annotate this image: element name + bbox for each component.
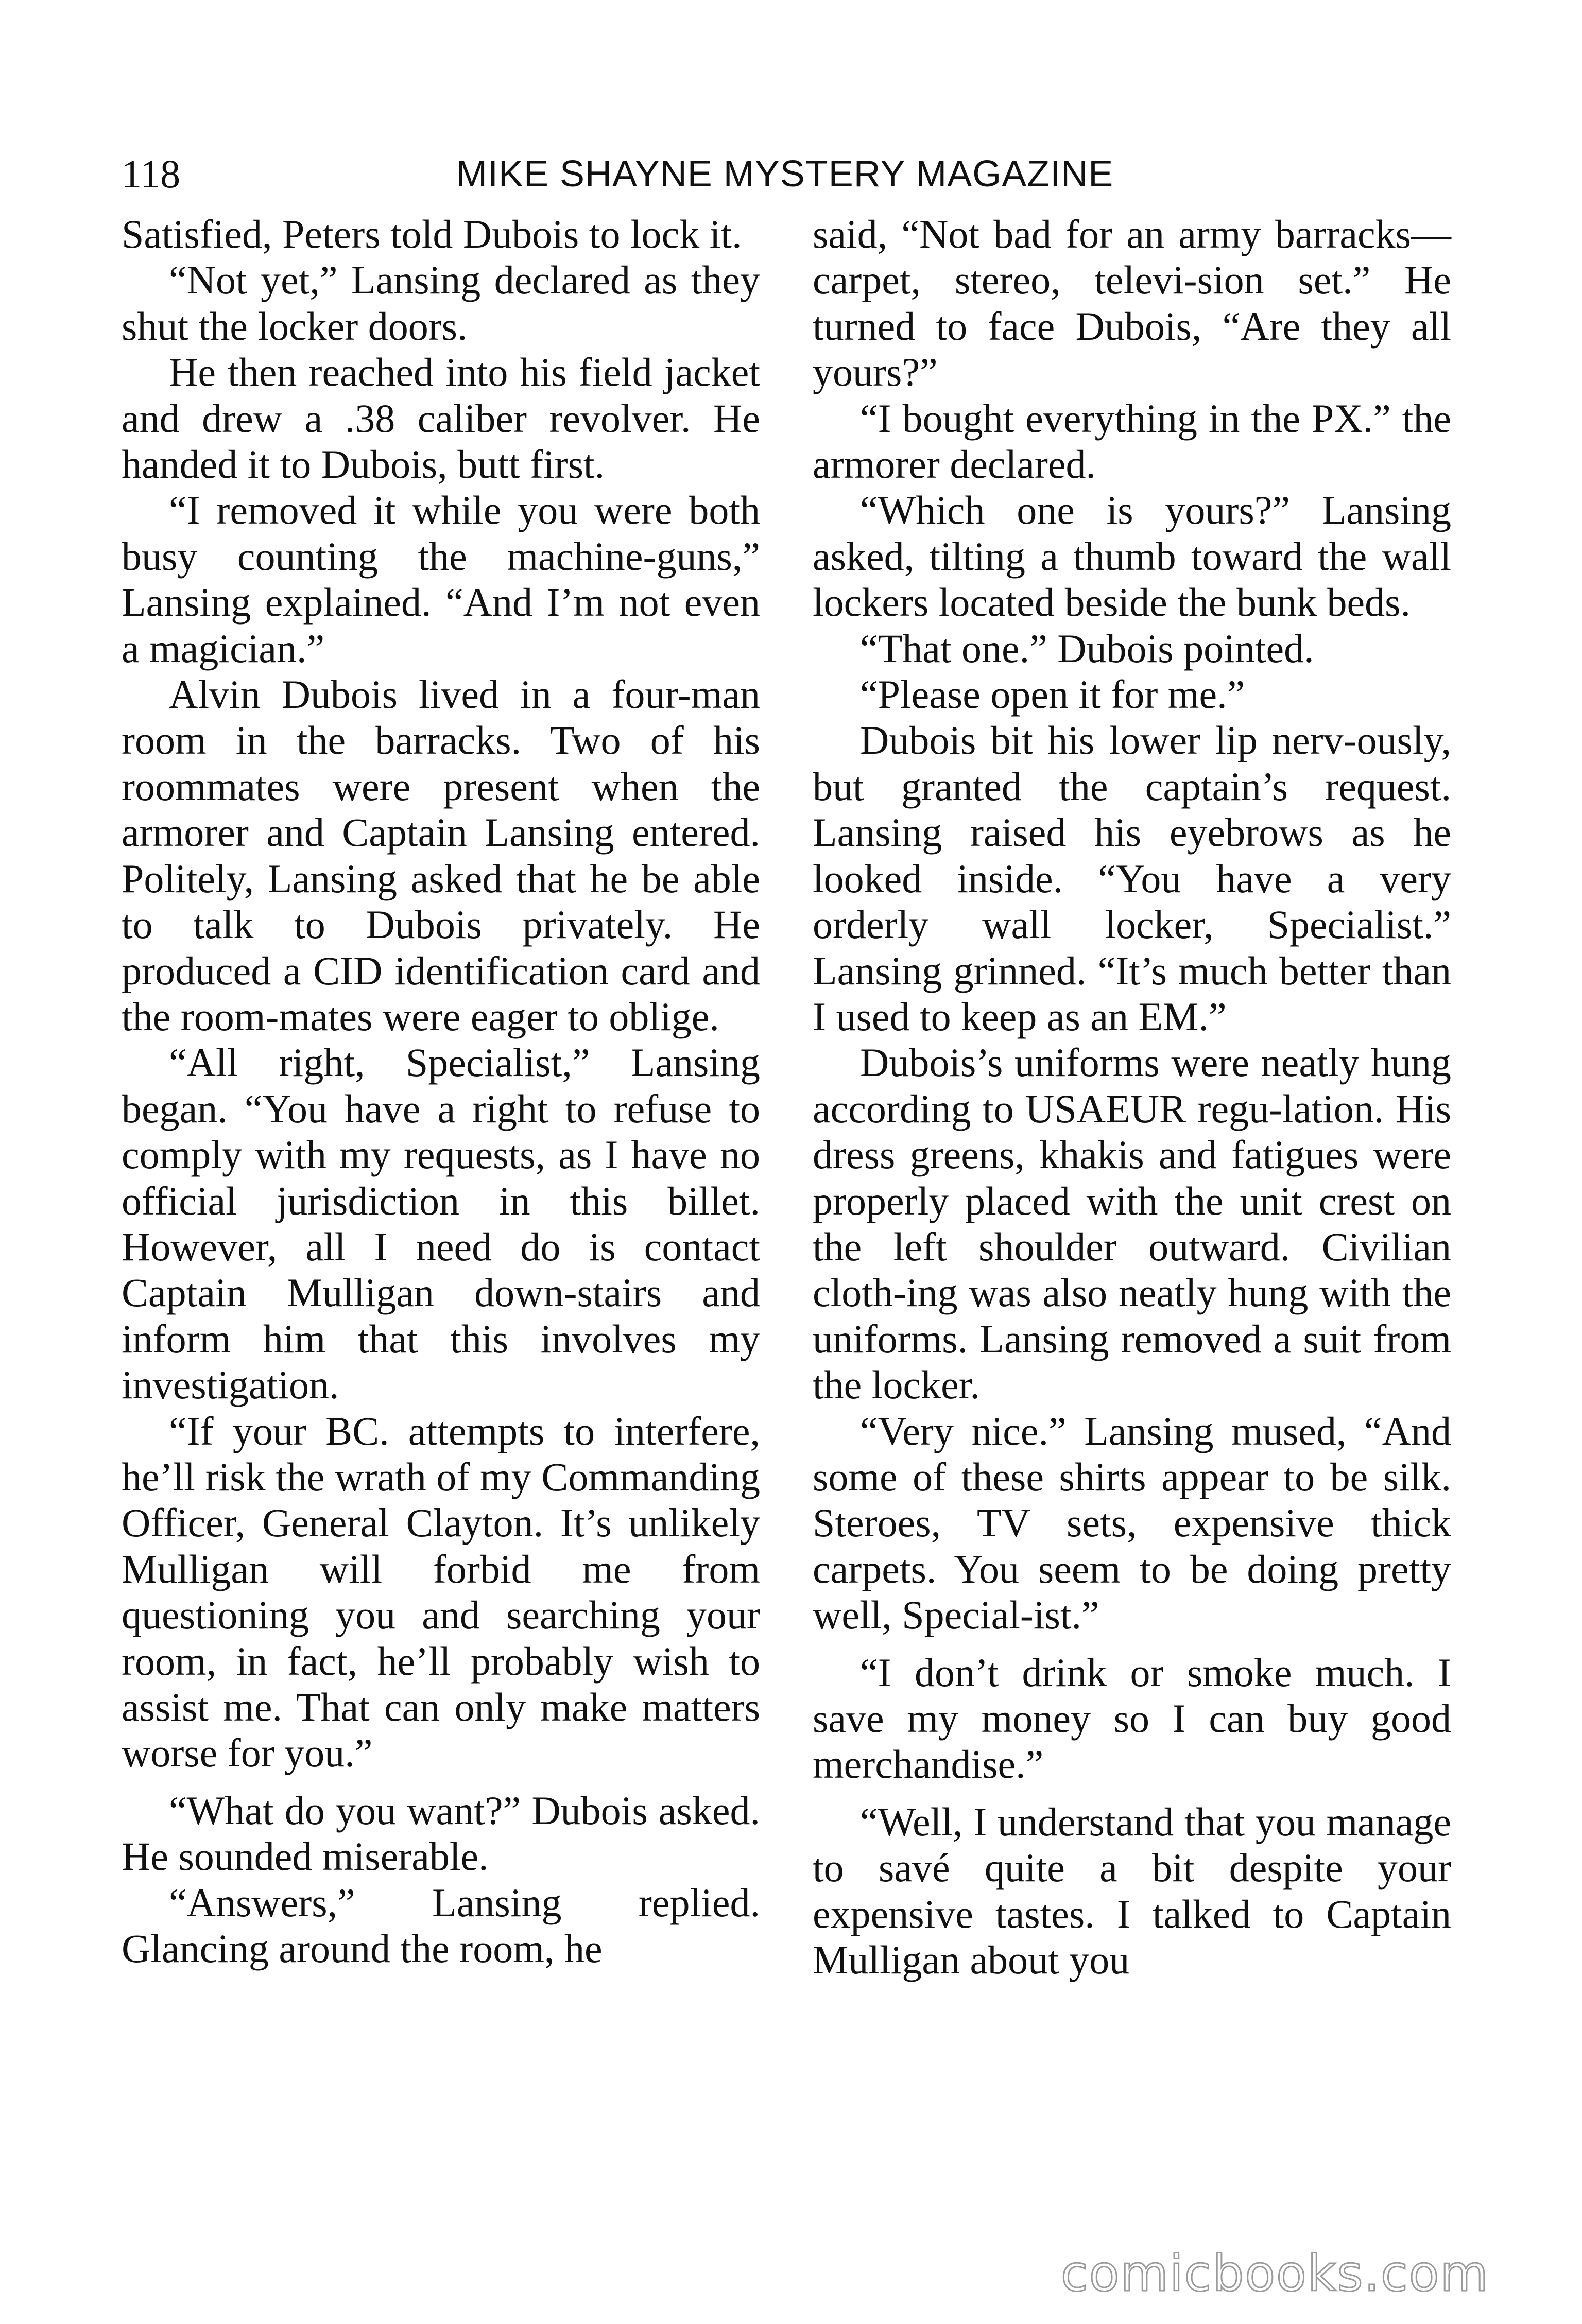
paragraph: “If your BC. attempts to interfere, he’ll risk the wrath of my Commanding Officer, General Clayton. It’s unlikely Mulligan will forbid me from questioning you and searching your room, in fact, he’ll probably wish to assist me. That can only make matters worse for you.”: [122, 1408, 760, 1776]
paragraph: Dubois’s uniforms were neatly hung according to USAEUR regu-lation. His dress greens, khakis and fatigues were properly placed with the unit crest on the left shoulder outward. Civilian cloth-ing was also neatly hung with the uniforms. Lansing removed a suit from the locker.: [813, 1040, 1451, 1408]
paragraph: “Please open it for me.”: [860, 672, 1245, 717]
paragraph: Satisfied, Peters told Dubois to lock it.: [122, 212, 742, 256]
running-head: MIKE SHAYNE MYSTERY MAGAZINE: [456, 153, 1114, 195]
paragraph: “That one.” Dubois pointed.: [860, 626, 1314, 671]
page-header: [122, 148, 1476, 200]
paragraph: “Answers,” Lansing replied. Glancing around the room, he: [122, 1880, 760, 1971]
left-column: [122, 211, 760, 1971]
paragraph: He then reached into his field jacket and drew a .38 caliber revolver. He handed it to Dubois, butt first.: [122, 350, 760, 487]
paragraph: “What do you want?” Dubois asked. He sounded miserable.: [122, 1788, 760, 1879]
right-column: [813, 211, 1451, 1983]
paragraph: “I removed it while you were both busy counting the machine-guns,” Lansing explained. “And I’m not even a magician.”: [122, 488, 760, 671]
paragraph: “Not yet,” Lansing declared as they shut the locker doors.: [122, 257, 760, 349]
paragraph: “I don’t drink or smoke much. I save my money so I can buy good merchandise.”: [813, 1650, 1451, 1787]
paragraph: “I bought everything in the PX.” the armorer declared.: [813, 395, 1451, 487]
page-number: 118: [122, 151, 181, 196]
paragraph: “Which one is yours?” Lansing asked, tilting a thumb toward the wall lockers located beside the bunk beds.: [813, 488, 1451, 625]
paragraph: “Very nice.” Lansing mused, “And some of these shirts appear to be silk. Steroes, TV sets, expensive thick carpets. You seem to be doing pretty well, Special-ist.”: [813, 1408, 1451, 1638]
watermark: comicbooks.com: [1060, 2245, 1489, 2302]
paragraph: Alvin Dubois lived in a four-man room in the barracks. Two of his roommates were present when the armorer and Captain Lansing entered. Politely, Lansing asked that he be able to talk to Dubois privately. He produced a CID identification card and the room-mates were eager to oblige.: [122, 672, 760, 1039]
paragraph: “Well, I understand that you manage to savé quite a bit despite your expensive tastes. I talked to Captain Mulligan about you: [813, 1799, 1451, 1983]
paragraph: “All right, Specialist,” Lansing began. “You have a right to refuse to comply with my requests, as I have no official jurisdiction in this billet. However, all I need do is contact Captain Mulligan down-stairs and inform him that this involves my investigation.: [122, 1040, 760, 1408]
paragraph: said, “Not bad for an army barracks—carpet, stereo, televi-sion set.” He turned to face Dubois, “Are they all yours?”: [813, 212, 1451, 395]
paragraph: Dubois bit his lower lip nerv-ously, but granted the captain’s request. Lansing raised his eyebrows as he looked inside. “You have a very orderly wall locker, Specialist.” Lansing grinned. “It’s much better than I used to keep as an EM.”: [813, 718, 1451, 1039]
